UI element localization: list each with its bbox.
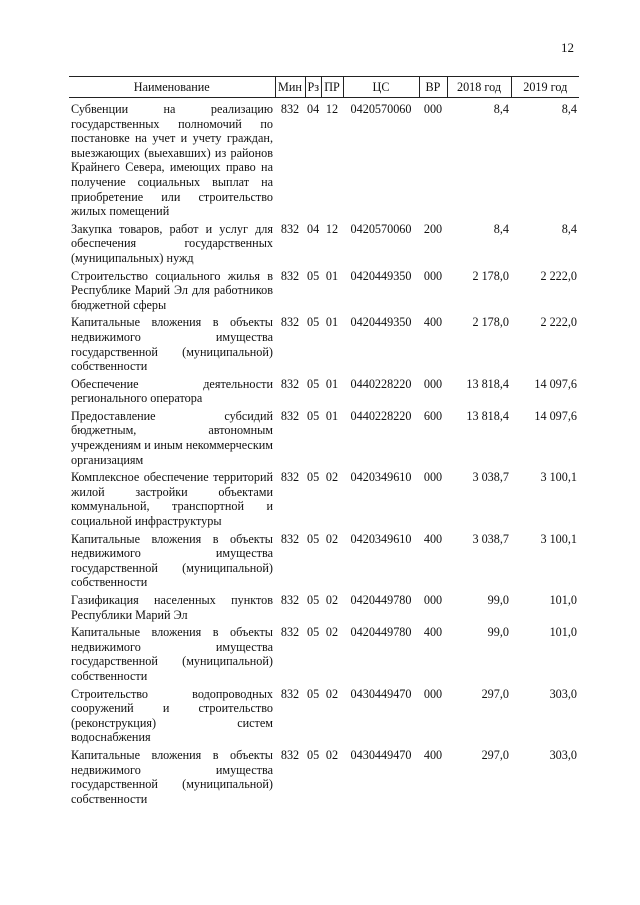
row-vr: 400 [423,315,443,330]
row-name: Капитальные вложения в объекты недвижимого имущества государственной (муниципальной) собственности [71,747,273,806]
row-pr: 12 [325,102,339,116]
row-rz: 05 [307,531,320,546]
row-name: Капитальные вложения в объекты недвижимого имущества государственной (муниципальной) собственности [71,315,273,374]
row-pr: 02 [325,593,339,607]
table-row [69,532,579,593]
table-row [69,470,579,531]
row-rz: 05 [307,268,320,283]
row-2018: 13 818,4 [466,408,509,423]
table-row [69,269,579,316]
row-2019: 3 100,1 [540,470,577,485]
table-header-row [69,77,579,98]
page-number: 12 [561,40,574,55]
row-vr: 000 [423,268,443,283]
row-min: 832 [280,408,300,423]
header-min: Мин [275,77,305,98]
row-2019: 2 222,0 [540,315,577,330]
row-rz: 05 [307,470,320,485]
row-2019: 101,0 [549,625,577,640]
row-cs: 0420349610 [350,470,412,485]
row-cs: 0440228220 [350,408,412,423]
row-pr: 01 [325,268,339,283]
row-cs: 0420570060 [350,102,412,116]
row-2019: 2 222,0 [540,268,577,283]
row-pr: 01 [325,315,339,330]
row-min: 832 [280,221,300,236]
row-rz: 05 [307,686,320,701]
row-min: 832 [280,102,300,116]
row-rz: 05 [307,747,320,762]
row-vr: 000 [423,102,443,116]
row-vr: 000 [423,376,443,391]
row-vr: 000 [423,593,443,607]
row-2018: 297,0 [481,747,509,762]
row-min: 832 [280,747,300,762]
table-row [69,315,579,376]
row-rz: 05 [307,625,320,640]
row-min: 832 [280,470,300,485]
row-rz: 04 [307,102,320,116]
header-name: Наименование [69,77,275,98]
row-min: 832 [280,315,300,330]
row-pr: 01 [325,376,339,391]
row-name: Обеспечение деятельности регионального оператора [71,376,273,406]
row-cs: 0420449780 [350,625,412,640]
row-vr: 000 [423,470,443,485]
row-2018: 13 818,4 [466,376,509,391]
row-vr: 400 [423,625,443,640]
row-vr: 600 [423,408,443,423]
row-cs: 0420349610 [350,531,412,546]
row-vr: 000 [423,686,443,701]
row-rz: 04 [307,221,320,236]
table-row [69,222,579,269]
row-cs: 0430449470 [350,747,412,762]
row-name: Предоставление субсидий бюджетным, автономным учреждениям и иным некоммерческим организациям [71,408,273,467]
header-2018: 2018 год [447,77,511,98]
row-name: Субвенции на реализацию государственных полномочий по постановке на учет и учету граждан, выезжающих (выехавших) из районов Крайнего Севера, имеющих право на получение социальных выплат на приобретение или строительство жилых помещений [71,102,273,219]
row-pr: 02 [325,686,339,701]
row-vr: 400 [423,747,443,762]
row-name: Комплексное обеспечение территорий жилой застройки объектами коммунальной, транспортной и социальной инфраструктуры [71,470,273,529]
budget-table [69,76,579,809]
row-pr: 02 [325,625,339,640]
row-2019: 101,0 [549,593,577,607]
row-2018: 99,0 [487,625,509,640]
header-pr: ПР [321,77,343,98]
row-min: 832 [280,593,300,607]
row-cs: 0420449350 [350,268,412,283]
row-name: Газификация населенных пунктов Республики Марий Эл [71,593,273,622]
row-rz: 05 [307,593,320,607]
row-vr: 400 [423,531,443,546]
row-name: Капитальные вложения в объекты недвижимого имущества государственной (муниципальной) собственности [71,625,273,683]
row-name: Капитальные вложения в объекты недвижимого имущества государственной (муниципальной) собственности [71,531,273,590]
row-2018: 2 178,0 [472,268,509,283]
table-row [69,98,579,222]
header-rz: Рз [305,77,321,98]
row-2018: 3 038,7 [472,470,509,485]
row-2018: 3 038,7 [472,531,509,546]
row-min: 832 [280,625,300,640]
row-rz: 05 [307,376,320,391]
row-2019: 303,0 [549,747,577,762]
table-row [69,377,579,409]
row-rz: 05 [307,315,320,330]
row-cs: 0420449350 [350,315,412,330]
row-2019: 3 100,1 [540,531,577,546]
row-2018: 2 178,0 [472,315,509,330]
table-row [69,625,579,686]
row-vr: 200 [423,221,443,236]
header-cs: ЦС [343,77,419,98]
header-vr: ВР [419,77,447,98]
table-row [69,409,579,470]
row-min: 832 [280,376,300,391]
row-cs: 0420570060 [350,221,412,236]
row-2019: 14 097,6 [534,376,577,391]
row-2018: 99,0 [487,593,509,607]
row-cs: 0430449470 [350,686,412,701]
row-pr: 02 [325,470,339,485]
row-pr: 01 [325,408,339,423]
row-pr: 12 [325,221,339,236]
row-2018: 8,4 [493,102,509,116]
table-row [69,748,579,809]
header-2019: 2019 год [511,77,579,98]
row-rz: 05 [307,408,320,423]
row-2019: 14 097,6 [534,408,577,423]
row-2019: 8,4 [561,102,577,116]
table-row [69,593,579,625]
row-pr: 02 [325,531,339,546]
row-min: 832 [280,531,300,546]
row-cs: 0440228220 [350,376,412,391]
row-pr: 02 [325,747,339,762]
row-name: Строительство социального жилья в Республике Марий Эл для работников бюджетной сферы [71,268,273,312]
row-2019: 303,0 [549,686,577,701]
row-2018: 297,0 [481,686,509,701]
row-name: Закупка товаров, работ и услуг для обеспечения государственных (муниципальных) нужд [71,221,273,265]
row-2018: 8,4 [493,221,509,236]
row-min: 832 [280,268,300,283]
row-cs: 0420449780 [350,593,412,607]
row-2019: 8,4 [561,221,577,236]
row-min: 832 [280,686,300,701]
table-row [69,687,579,748]
row-name: Строительство водопроводных сооружений и строительство (реконструкция) систем водоснабжения [71,686,273,745]
